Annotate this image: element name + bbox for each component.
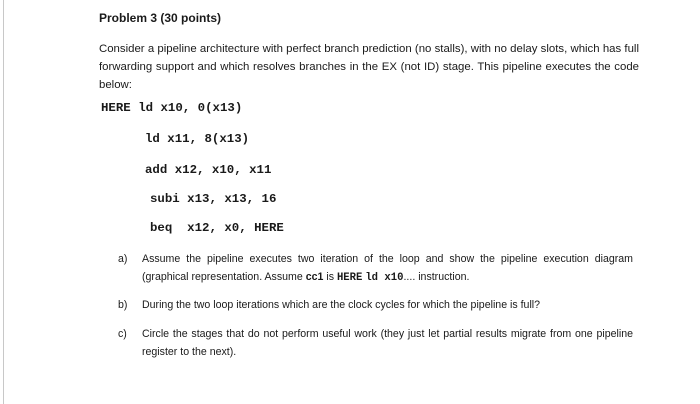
problem-heading: Problem 3 (30 points) (99, 11, 222, 25)
code-line-5: beq x12, x0, HERE (150, 221, 284, 235)
question-letter: a) (118, 253, 128, 265)
instruction-ref: ld x10 (365, 271, 404, 284)
question-text: Circle the stages that do not perform useful work (they just let partial results migrate from one pipeline register to the next). (142, 328, 633, 358)
question-b (118, 297, 633, 315)
question-a (118, 251, 633, 287)
question-letter: c) (118, 328, 127, 340)
code-line-3: add x12, x10, x11 (145, 163, 272, 177)
problem-intro-paragraph: Consider a pipeline architecture with perfect branch prediction (no stalls), with no delay slots, which has full forwarding support and which resolves branches in the EX (not ID) stage. This pipeline executes the code below: (99, 43, 639, 91)
page-edge-divider (3, 0, 4, 404)
code-label-here: HERE (101, 101, 131, 115)
question-letter: b) (118, 299, 128, 311)
code-instruction: ld x10, 0(x13) (138, 101, 243, 115)
label-ref: HERE (336, 271, 363, 284)
question-text: Assume the pipeline executes two iteration of the loop and show the pipeline execution diagram (graphical representation. Assume cc1 is HERE ld x10.... instruction. (142, 253, 633, 284)
code-line-1 (101, 101, 242, 115)
code-line-4: subi x13, x13, 16 (150, 192, 277, 206)
cc1-ref: cc1 (305, 270, 324, 283)
code-line-2: ld x11, 8(x13) (145, 132, 250, 146)
question-c (118, 326, 633, 361)
question-text: During the two loop iterations which are the clock cycles for which the pipeline is full? (142, 299, 541, 311)
